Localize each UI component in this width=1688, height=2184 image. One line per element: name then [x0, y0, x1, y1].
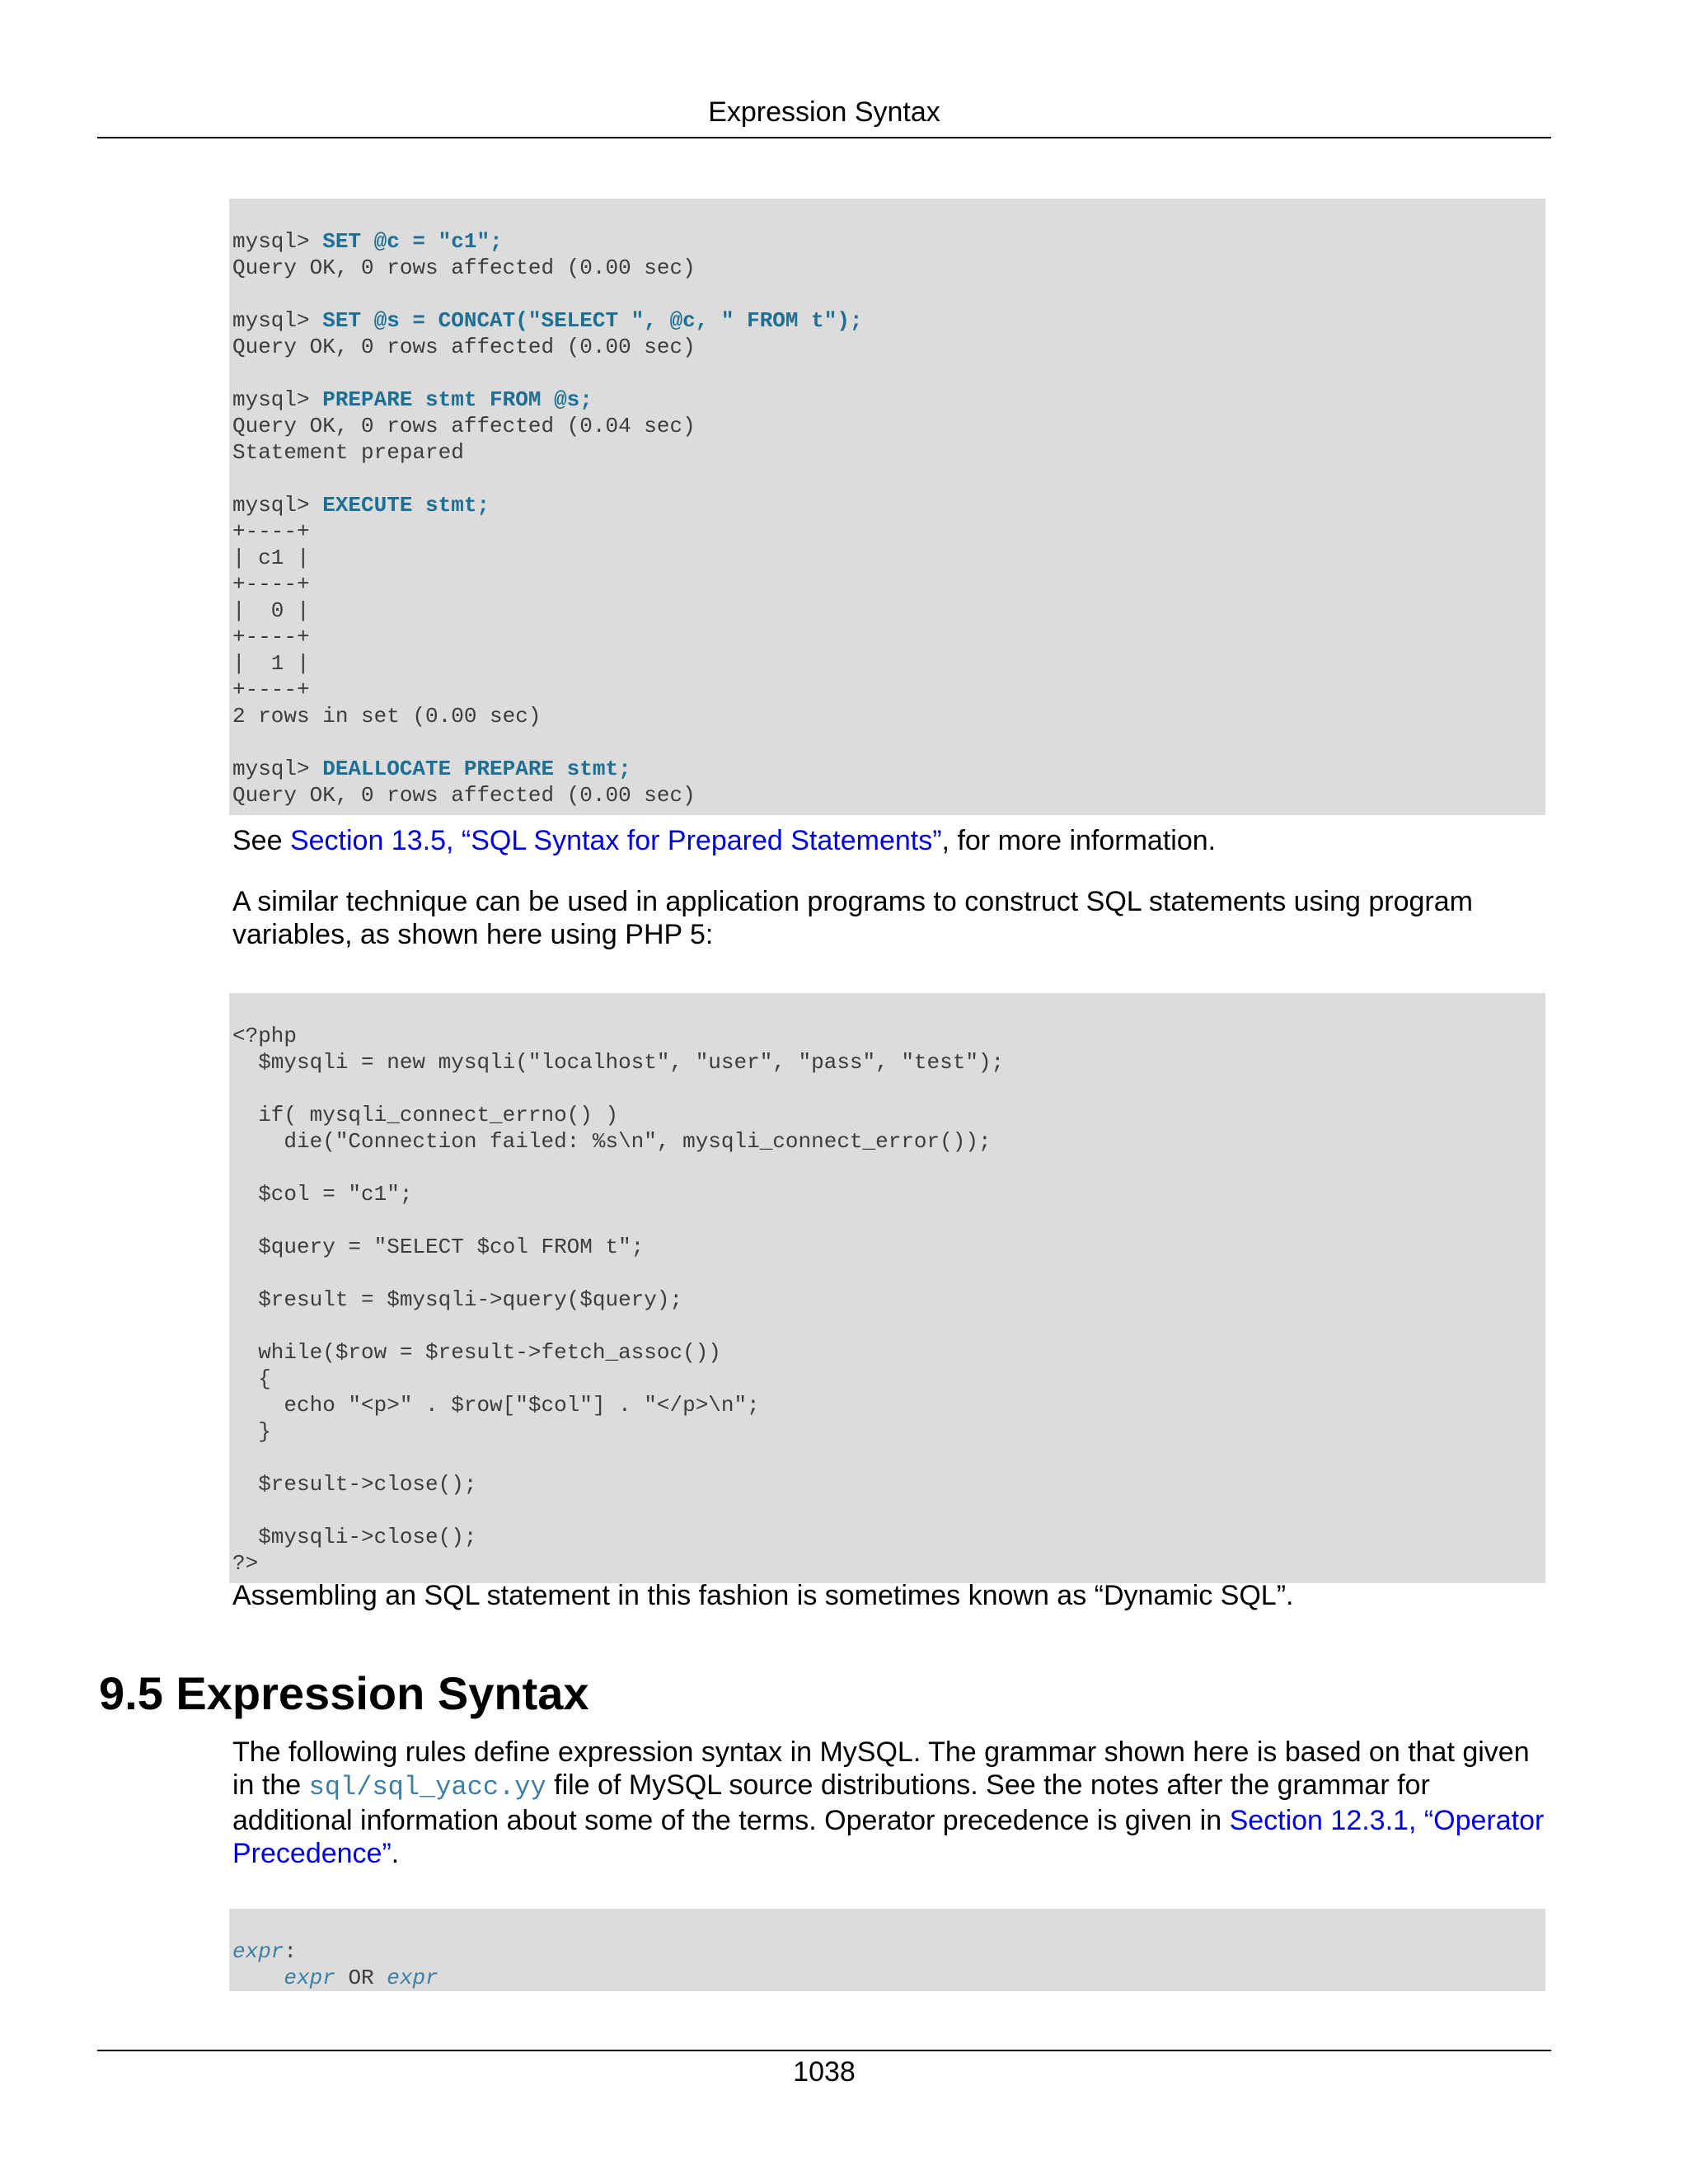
sql-command: SET @s = CONCAT("SELECT ", @c, " FROM t");	[322, 308, 863, 333]
paragraph-see-section	[232, 824, 1551, 857]
code-line: }	[232, 1419, 271, 1444]
code-line: | c1 |	[232, 546, 310, 570]
footer-rule	[97, 2050, 1551, 2051]
code-line	[232, 1313, 1545, 1339]
code-line	[232, 1155, 1545, 1181]
code-line: $query = "SELECT $col FROM t";	[232, 1235, 645, 1259]
code-line: die("Connection failed: %s\n", mysqli_connect_error());	[232, 1129, 992, 1154]
header-rule	[97, 137, 1551, 138]
code-line: $result->close();	[232, 1472, 477, 1497]
code-line	[232, 228, 1545, 255]
code-line	[232, 307, 1545, 334]
code-block-php-example	[229, 993, 1545, 1583]
code-line: | 0 |	[232, 598, 310, 623]
code-indent	[232, 1966, 284, 1990]
code-line: 2 rows in set (0.00 sec)	[232, 704, 542, 729]
code-line	[232, 1497, 1545, 1524]
code-line: Query OK, 0 rows affected (0.00 sec)	[232, 335, 696, 359]
paragraph-dynamic-sql: Assembling an SQL statement in this fashion is sometimes known as “Dynamic SQL”.	[232, 1580, 1294, 1611]
sql-command: DEALLOCATE PREPARE stmt;	[322, 757, 631, 781]
code-line: echo "<p>" . $row["$col"] . "</p>\n";	[232, 1393, 760, 1418]
text: , for more information.	[941, 825, 1217, 856]
code-text: OR	[335, 1966, 387, 1990]
code-line	[232, 387, 1545, 413]
code-line: while($row = $result->fetch_assoc())	[232, 1340, 721, 1365]
prompt-text: mysql>	[232, 757, 323, 781]
code-line: +----+	[232, 519, 310, 544]
link-section-13-5[interactable]: Section 13.5, “SQL Syntax for Prepared Statements”	[289, 825, 942, 856]
code-line: $result = $mysqli->query($query);	[232, 1287, 683, 1312]
code-line	[232, 756, 1545, 782]
text: The following rules define expression syntax in MySQL. The grammar shown here is based on that given in the	[232, 1736, 1530, 1801]
code-line: +----+	[232, 572, 310, 597]
grammar-term: expr	[387, 1966, 438, 1990]
code-line: Query OK, 0 rows affected (0.00 sec)	[232, 783, 696, 808]
code-line: Query OK, 0 rows affected (0.00 sec)	[232, 255, 696, 280]
text: file of MySQL source distributions. See the notes after the grammar for additional information about some of the terms. Operator precedence is given in	[232, 1769, 1430, 1836]
code-line: ?>	[232, 1551, 259, 1576]
code-line: $mysqli = new mysqli("localhost", "user", "pass", "test");	[232, 1050, 1005, 1075]
code-line	[232, 466, 1545, 492]
code-line: +----+	[232, 625, 310, 649]
code-block-mysql-session	[229, 199, 1545, 815]
code-line: $col = "c1";	[232, 1182, 413, 1207]
paragraph-similar-technique: A similar technique can be used in application programs to construct SQL statements using program variables, as shown here using PHP 5:	[232, 886, 1473, 950]
prompt-text: mysql>	[232, 229, 323, 254]
text: See	[232, 825, 290, 856]
code-line: | 1 |	[232, 651, 310, 676]
code-line: if( mysqli_connect_errno() )	[232, 1103, 619, 1127]
text: .	[391, 1838, 400, 1869]
sql-command: SET @c = "c1";	[322, 229, 503, 254]
prompt-text: mysql>	[232, 308, 323, 333]
file-reference: sql/sql_yacc.yy	[308, 1772, 546, 1802]
grammar-term: expr	[232, 1939, 284, 1964]
prompt-text: mysql>	[232, 387, 323, 412]
code-line: Statement prepared	[232, 440, 464, 465]
code-line: Query OK, 0 rows affected (0.04 sec)	[232, 414, 696, 438]
code-block-grammar	[229, 1909, 1545, 1991]
grammar-term: expr	[284, 1966, 335, 1990]
section-heading: 9.5 Expression Syntax	[99, 1667, 589, 1719]
sql-command: EXECUTE stmt;	[322, 493, 490, 518]
code-line	[232, 1938, 1545, 1965]
prompt-text: mysql>	[232, 493, 323, 518]
link-section-12-3-1[interactable]: Section 12.3.1, “Operator Precedence”	[232, 1805, 1545, 1869]
code-line: +----+	[232, 677, 310, 702]
paragraph-expression-rules	[232, 1736, 1551, 1870]
code-line: $mysqli->close();	[232, 1525, 477, 1549]
running-header: Expression Syntax	[708, 96, 940, 128]
page-number: 1038	[793, 2056, 856, 2088]
code-line	[232, 281, 1545, 307]
code-line	[232, 1207, 1545, 1234]
code-line	[232, 360, 1545, 387]
code-line	[232, 729, 1545, 756]
code-line	[232, 1260, 1545, 1286]
code-line: {	[232, 1366, 271, 1391]
code-line	[232, 492, 1545, 518]
sql-command: PREPARE stmt FROM @s;	[322, 387, 593, 412]
code-line	[232, 1076, 1545, 1102]
code-line: <?php	[232, 1024, 298, 1048]
code-line	[232, 1445, 1545, 1471]
code-line	[232, 1965, 1545, 1991]
code-text: :	[284, 1939, 298, 1964]
